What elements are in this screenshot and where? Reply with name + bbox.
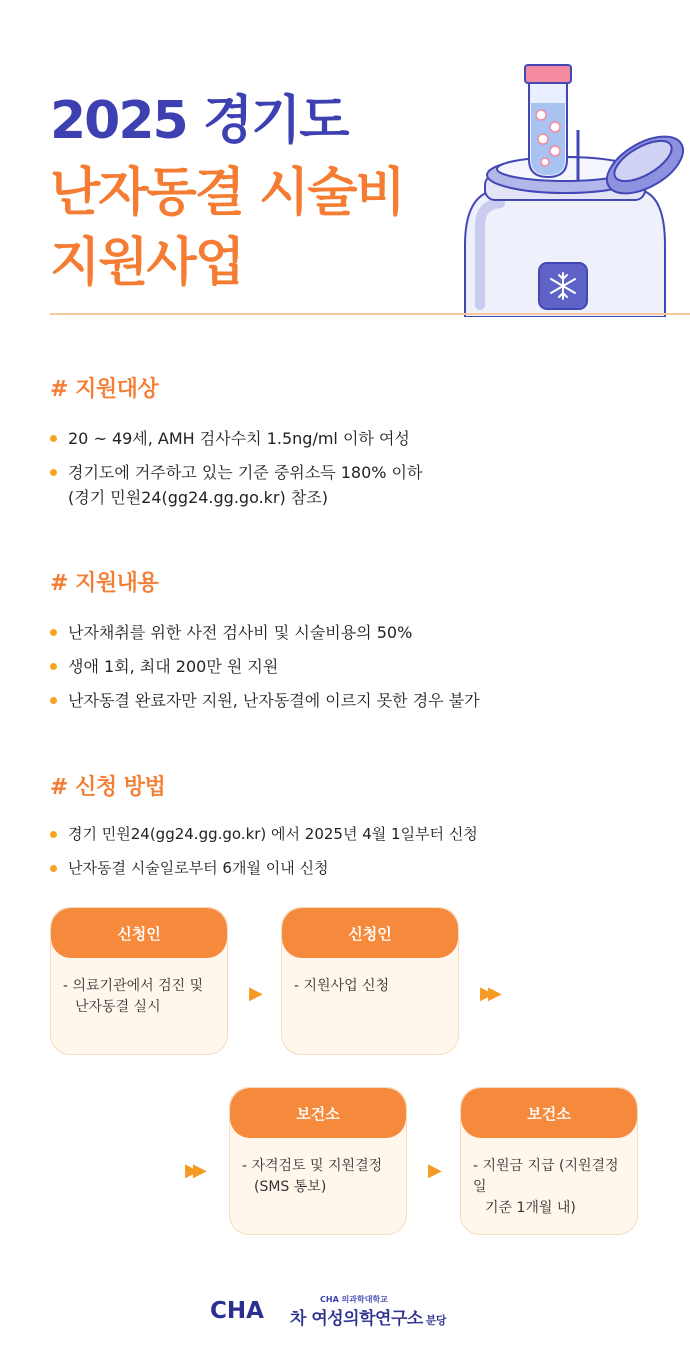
step-card-head: 보건소 bbox=[461, 1088, 637, 1138]
footer-university: CHA 의과학대학교 bbox=[320, 1295, 388, 1304]
cha-logo bbox=[210, 1296, 276, 1322]
content-item-2: 생애 1회, 최대 200만 원 지원 bbox=[50, 654, 278, 679]
section-title-content: # 지원내용 bbox=[50, 571, 159, 596]
step-card-body: - 의료기관에서 검진 및 난자동결 실시 bbox=[63, 978, 204, 1015]
target-item-2: 경기도에 거주하고 있는 기준 중위소득 180% 이하 (경기 민원24(gg24.gg.go.kr) 참조) bbox=[50, 460, 422, 510]
content-item-3: 난자동결 완료자만 지원, 난자동결에 이르지 못한 경우 불가 bbox=[50, 688, 480, 713]
arrow-right-icon: ▶ bbox=[249, 983, 263, 1004]
step-card-head: 보건소 bbox=[230, 1088, 406, 1138]
title-sub: 지원사업 bbox=[50, 233, 243, 293]
section-title-apply: # 신청 방법 bbox=[50, 775, 166, 800]
step-card-body: - 지원사업 신청 bbox=[294, 978, 390, 994]
apply-item-2: 난자동결 시술일로부터 6개월 이내 신청 bbox=[50, 856, 328, 881]
svg-text:CHA: CHA bbox=[210, 1298, 264, 1322]
step-card-3 bbox=[229, 1087, 407, 1235]
content-item-1: 난자채취를 위한 사전 검사비 및 시술비용의 50% bbox=[50, 620, 412, 645]
title-year-region: 2025 경기도 bbox=[50, 91, 348, 151]
apply-item-1: 경기 민원24(gg24.gg.go.kr) 에서 2025년 4월 1일부터 신청 bbox=[50, 822, 478, 847]
footer-institute: 차 여성의학연구소 분당 bbox=[290, 1309, 447, 1329]
step-card-4 bbox=[460, 1087, 638, 1235]
title-main: 난자동결 시술비 bbox=[50, 163, 404, 223]
double-arrow-right-icon: ▶▶ bbox=[185, 1160, 201, 1181]
hero-divider bbox=[50, 313, 690, 315]
step-card-1 bbox=[50, 907, 228, 1055]
step-card-head: 신청인 bbox=[51, 908, 227, 958]
step-card-body: - 지원금 지급 (지원결정일 기준 1개월 내) bbox=[473, 1158, 619, 1216]
step-card-head: 신청인 bbox=[282, 908, 458, 958]
step-card-2 bbox=[281, 907, 459, 1055]
step-card-body: - 자격검토 및 지원결정 (SMS 통보) bbox=[242, 1158, 383, 1195]
cryo-tank-illustration bbox=[455, 55, 690, 317]
target-item-1: 20 ~ 49세, AMH 검사수치 1.5ng/ml 이하 여성 bbox=[50, 426, 410, 451]
double-arrow-right-icon: ▶▶ bbox=[480, 983, 496, 1004]
arrow-right-icon: ▶ bbox=[428, 1160, 442, 1181]
section-title-target: # 지원대상 bbox=[50, 377, 159, 402]
